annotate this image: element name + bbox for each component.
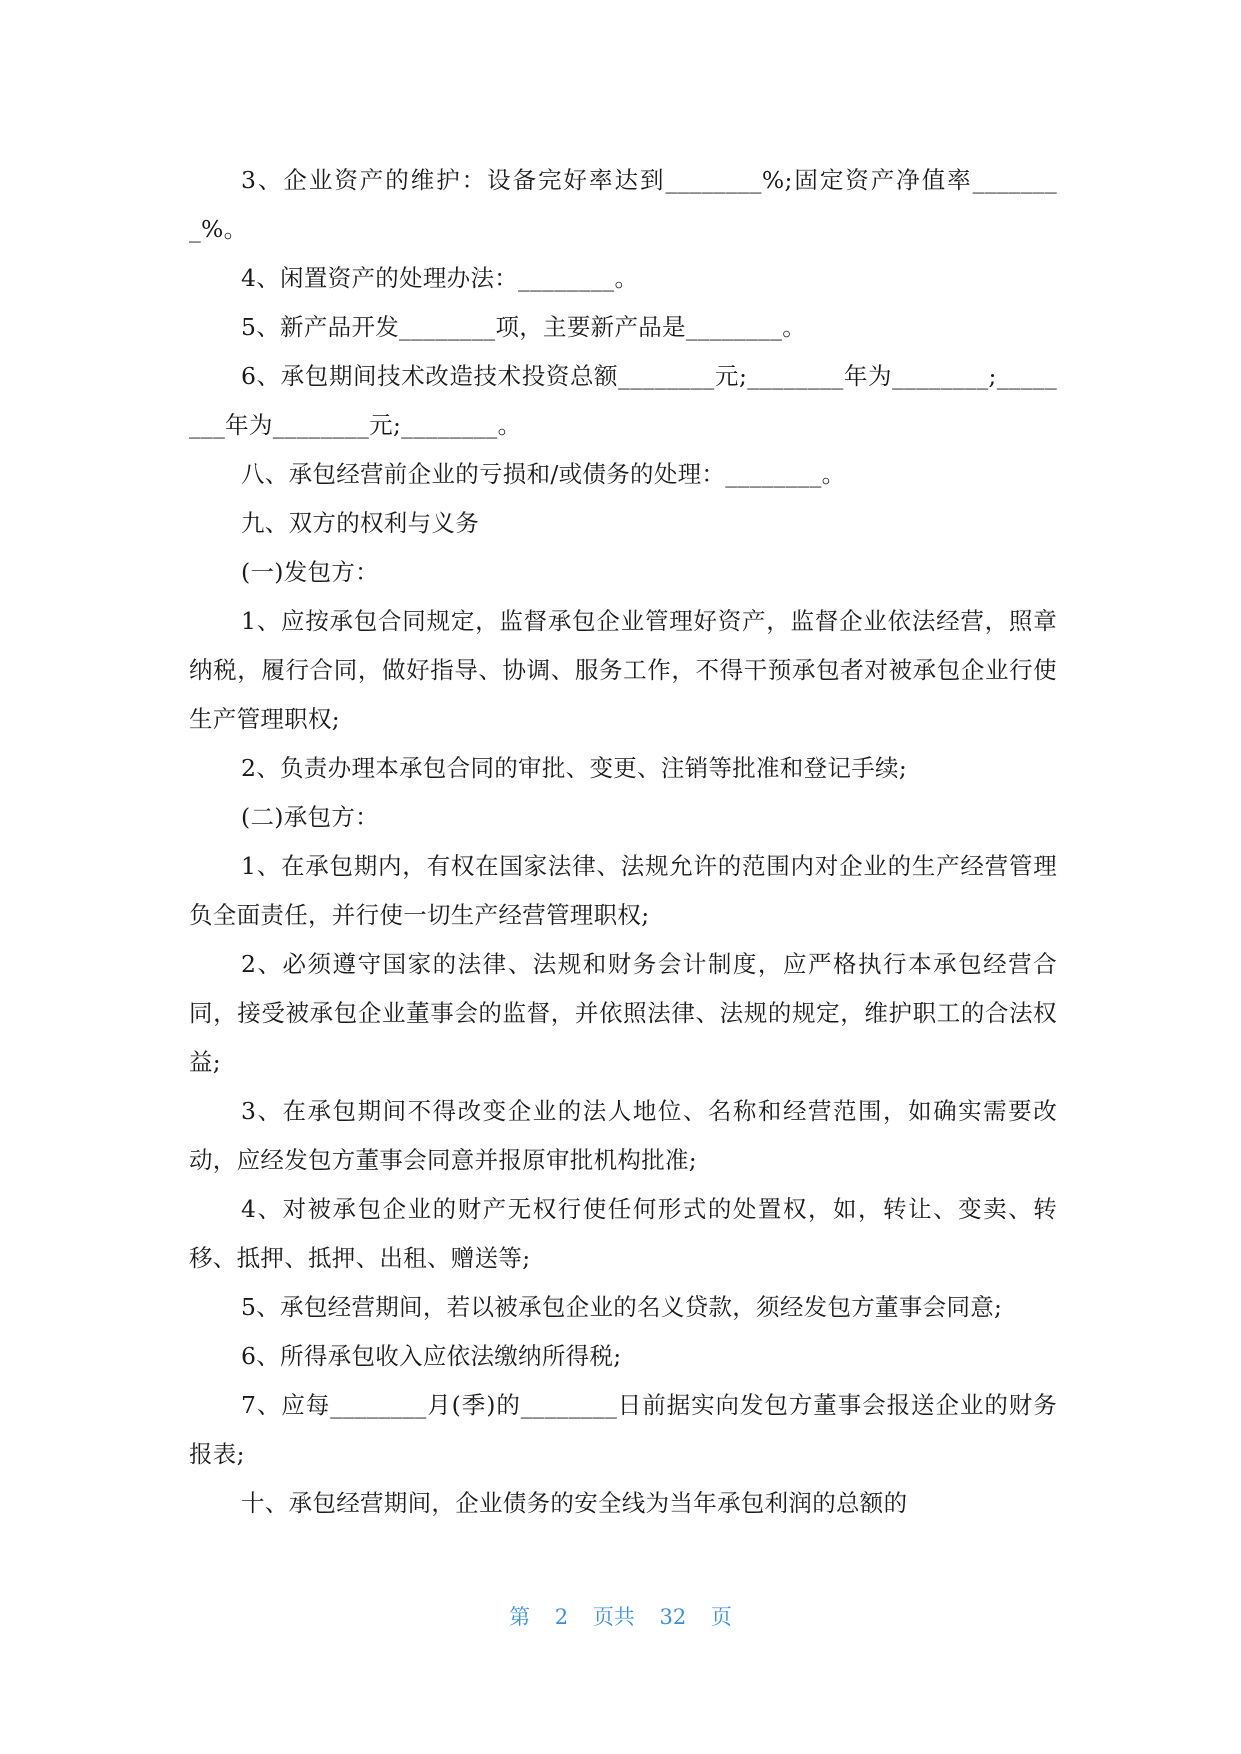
- document-body: [189, 156, 1057, 1528]
- paragraph-idle-assets: 4、闲置资产的处理办法：________。: [241, 264, 639, 292]
- paragraph-asset-maintenance: 3、企业资产的维护：设备完好率达到________%;固定资产净值率________%。: [189, 166, 1057, 243]
- paragraph-contractor-duty-7: 7、应每________月(季)的________日前据实向发包方董事会报送企业的财务报表;: [189, 1391, 1057, 1468]
- paragraph-new-products: 5、新产品开发________项，主要新产品是________。: [241, 313, 807, 341]
- paragraph-contractor-duty-1: 1、在承包期内，有权在国家法律、法规允许的范围内对企业的生产经营管理负全面责任，并行使一切生产经营管理职权;: [189, 852, 1057, 929]
- footer-total-pages: 32: [659, 1605, 687, 1629]
- page-footer: [0, 1601, 1241, 1631]
- paragraph-contractor-duty-2: 2、必须遵守国家的法律、法规和财务会计制度，应严格执行本承包经营合同，接受被承包企业董事会的监督，并依照法律、法规的规定，维护职工的合法权益;: [189, 950, 1057, 1076]
- footer-prefix: 第: [509, 1605, 531, 1629]
- paragraph-contractor-heading: (二)承包方：: [241, 803, 379, 831]
- paragraph-section-ten: 十、承包经营期间，企业债务的安全线为当年承包利润的总额的: [241, 1489, 908, 1517]
- paragraph-contractor-duty-3: 3、在承包期间不得改变企业的法人地位、名称和经营范围，如确实需要改动，应经发包方董事会同意并报原审批机构批准;: [189, 1097, 1057, 1174]
- footer-current-page: 2: [554, 1605, 569, 1629]
- paragraph-contractor-issuer-heading: (一)发包方：: [241, 558, 379, 586]
- paragraph-contractor-duty-5: 5、承包经营期间，若以被承包企业的名义贷款，须经发包方董事会同意;: [241, 1293, 1003, 1321]
- paragraph-section-nine-heading: 九、双方的权利与义务: [241, 509, 479, 537]
- paragraph-tech-investment: 6、承包期间技术改造技术投资总额________元;________年为________;________年为________元;________。: [189, 362, 1057, 439]
- footer-suffix: 页: [710, 1605, 732, 1629]
- paragraph-issuer-duty-2: 2、负责办理本承包合同的审批、变更、注销等批准和登记手续;: [241, 754, 908, 782]
- paragraph-section-eight: 八、承包经营前企业的亏损和/或债务的处理：________。: [241, 460, 846, 488]
- paragraph-contractor-duty-4: 4、对被承包企业的财产无权行使任何形式的处置权，如，转让、变卖、转移、抵押、抵押、出租、赠送等;: [189, 1195, 1057, 1272]
- paragraph-issuer-duty-1: 1、应按承包合同规定，监督承包企业管理好资产，监督企业依法经营，照章纳税，履行合同，做好指导、协调、服务工作，不得干预承包者对被承包企业行使生产管理职权;: [189, 607, 1057, 733]
- footer-middle: 页共: [592, 1605, 635, 1629]
- paragraph-contractor-duty-6: 6、所得承包收入应依法缴纳所得税;: [241, 1342, 622, 1370]
